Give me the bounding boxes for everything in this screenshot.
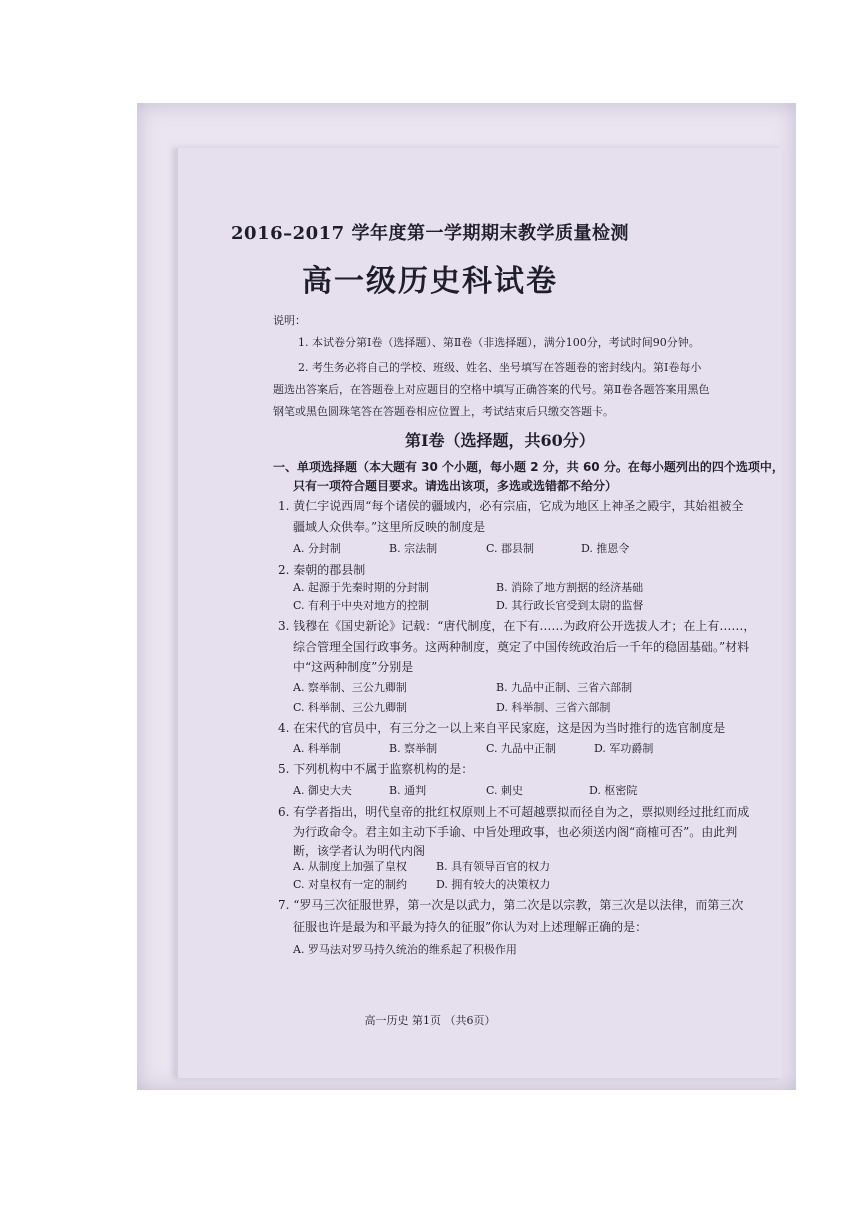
question-1-option-a: A. 分封制 <box>293 542 341 555</box>
question-3-option-c: C. 科举制、三公九卿制 <box>293 701 408 714</box>
question-2-option-c: C. 有利于中央对地方的控制 <box>293 599 430 612</box>
question-6-option-c: C. 对皇权有一定的制约 <box>293 878 408 891</box>
question-5-option-b: B. 通判 <box>389 784 427 797</box>
question-1-stem-line-2: 疆域人众供奉。”这里所反映的制度是 <box>293 520 486 534</box>
question-4-option-d: D. 军功爵制 <box>594 742 654 755</box>
question-7-option-a: A. 罗马法对罗马持久统治的维系起了积极作用 <box>293 943 517 956</box>
section-heading: 第Ⅰ卷（选择题，共60分） <box>405 431 595 450</box>
question-2-option-b: B. 消除了地方割据的经济基础 <box>496 581 644 594</box>
question-5-option-d: D. 枢密院 <box>589 784 638 797</box>
question-6-option-a: A. 从制度上加强了皇权 <box>293 860 407 873</box>
instruction-item-1: 1. 本试卷分第Ⅰ卷（选择题）、第Ⅱ卷（非选择题），满分100分，考试时间90分钟。 <box>298 336 700 349</box>
question-3-option-d: D. 科举制、三省六部制 <box>496 701 611 714</box>
question-4-option-c: C. 九品中正制 <box>486 742 557 755</box>
question-3-stem-line-2: 综合管理全国行政事务。这两种制度，奠定了中国传统政治后一千年的稳固基础。”材料 <box>293 640 750 654</box>
question-6-option-b: B. 具有领导百官的权力 <box>436 860 551 873</box>
question-2-stem-line-1: 2. 秦朝的郡县制 <box>278 563 366 577</box>
question-4-option-b: B. 察举制 <box>389 742 438 755</box>
question-1-option-d: D. 推恩令 <box>581 542 630 555</box>
question-7-stem-line-2: 征服也许是最为和平最为持久的征服”你认为对上述理解正确的是： <box>293 920 648 934</box>
part-instructions-line-1: 一、单项选择题（本大题有 30 个小题，每小题 2 分，共 60 分。在每小题列出的四个选项中， <box>273 460 784 474</box>
page-footer: 高一历史 第1页 （共6页） <box>364 1014 496 1027</box>
question-5-option-c: C. 刺史 <box>486 784 524 797</box>
question-1-stem-line-1: 1. 黄仁宇说西周“每个诸侯的疆域内，必有宗庙，它成为地区上神圣之殿宇，其始祖被全 <box>278 499 744 513</box>
exam-title-line1: 2016–2017 学年度第一学期期末教学质量检测 <box>231 223 629 244</box>
exam-title-line2: 高一级历史科试卷 <box>302 264 558 299</box>
part-instructions-line-2: 只有一项符合题目要求。请选出该项，多选或选错都不给分） <box>293 479 618 493</box>
question-1-option-c: C. 郡县制 <box>486 542 535 555</box>
question-2-option-d: D. 其行政长官受到太尉的监督 <box>496 599 644 612</box>
question-3-option-b: B. 九品中正制、三省六部制 <box>496 681 633 694</box>
question-4-option-a: A. 科举制 <box>293 742 341 755</box>
question-3-option-a: A. 察举制、三公九卿制 <box>293 681 407 694</box>
question-1-option-b: B. 宗法制 <box>389 542 438 555</box>
instruction-item-2-line-1: 2. 考生务必将自己的学校、班级、姓名、坐号填写在答题卷的密封线内。第Ⅰ卷每小 <box>298 361 702 374</box>
instruction-item-2-line-2: 题选出答案后，在答题卷上对应题目的空格中填写正确答案的代号。第Ⅱ卷各题答案用黑色 <box>273 383 710 396</box>
instructions-label: 说明： <box>273 314 306 327</box>
question-5-option-a: A. 御史大夫 <box>293 784 352 797</box>
question-3-stem-line-1: 3. 钱穆在《国史新论》记载：“唐代制度，在下有……为政府公开选拔人才；在上有……， <box>278 619 756 633</box>
question-6-stem-line-1: 6. 有学者指出，明代皇帝的批红权原则上不可超越票拟而径自为之，票拟则经过批红而成 <box>278 805 750 819</box>
question-3-stem-line-3: 中“这两种制度”分别是 <box>293 660 414 674</box>
question-6-stem-line-3: 断，该学者认为明代内阁 <box>293 844 426 858</box>
question-6-option-d: D. 拥有较大的决策权力 <box>436 878 551 891</box>
question-7-stem-line-1: 7. “罗马三次征服世界，第一次是以武力，第二次是以宗教，第三次是以法律，而第三次 <box>278 898 744 912</box>
question-5-stem-line-1: 5. 下列机构中不属于监察机构的是： <box>278 762 474 776</box>
question-6-stem-line-2: 为行政命令。君主如主动下手谕、中旨处理政事，也必须送内阁“商榷可否”。由此判 <box>293 825 738 839</box>
question-4-stem-line-1: 4. 在宋代的官员中，有三分之一以上来自平民家庭，这是因为当时推行的选官制度是 <box>278 721 726 735</box>
question-2-option-a: A. 起源于先秦时期的分封制 <box>293 581 429 594</box>
instruction-item-2-line-3: 钢笔或黑色圆珠笔答在答题卷相应位置上，考试结束后只缴交答题卡。 <box>273 405 614 418</box>
